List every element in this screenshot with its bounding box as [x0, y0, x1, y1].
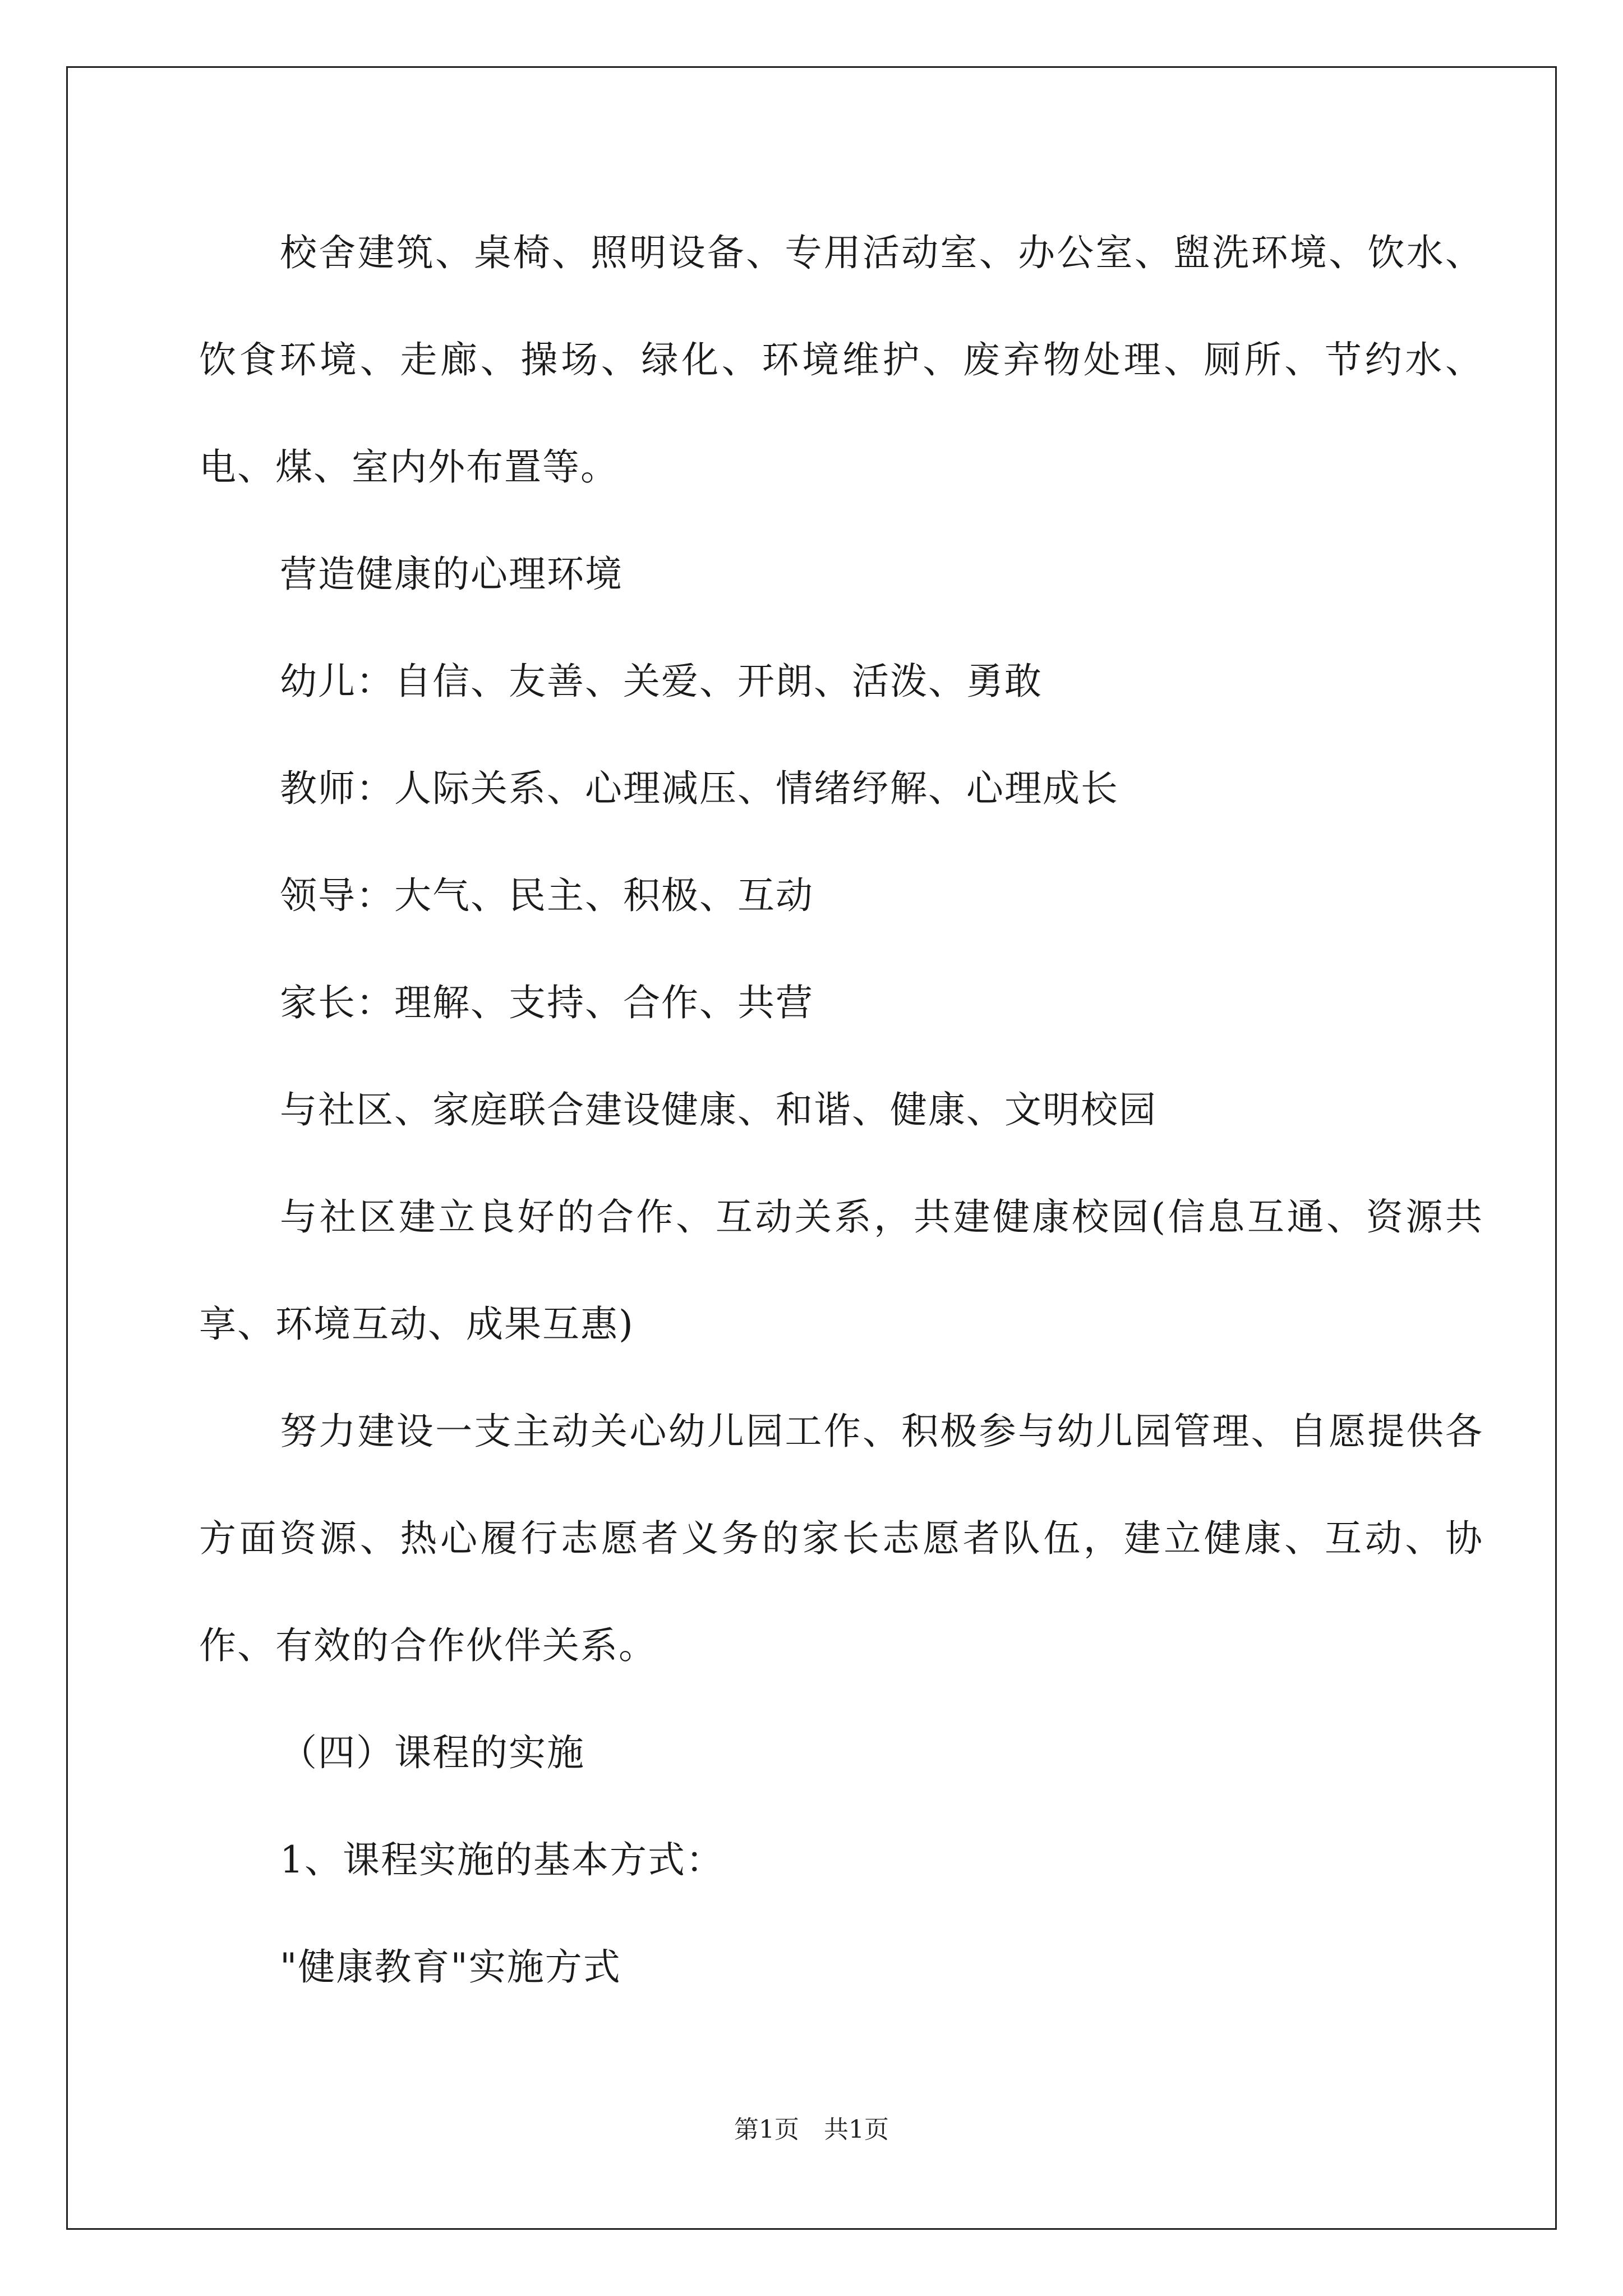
paragraph-teachers: 教师：人际关系、心理减压、情绪纾解、心理成长 — [280, 767, 1119, 810]
heading-health-education-methods: "健康教育"实施方式 — [280, 1945, 621, 1989]
heading-basic-methods: 1、课程实施的基本方式： — [280, 1838, 724, 1881]
document-body — [199, 199, 1483, 2021]
paragraph-community-cooperation: 与社区建立良好的合作、互动关系，共建健康校园(信息互通、资源共享、环境互动、成果互惠) — [199, 1195, 1483, 1346]
paragraph-leaders: 领导：大气、民主、积极、互动 — [280, 874, 814, 917]
paragraph-children: 幼儿：自信、友善、关爱、开朗、活泼、勇敢 — [280, 660, 1043, 703]
paragraph-facilities: 校舍建筑、桌椅、照明设备、专用活动室、办公室、盥洗环境、饮水、饮食环境、走廊、操场、绿化、环境维护、废弃物处理、厕所、节约水、电、煤、室内外布置等。 — [199, 231, 1483, 489]
paragraph-community-family: 与社区、家庭联合建设健康、和谐、健康、文明校园 — [280, 1088, 1157, 1131]
paragraph-psych-environment: 营造健康的心理环境 — [280, 553, 623, 596]
heading-curriculum-implementation: （四）课程的实施 — [280, 1731, 585, 1774]
paragraph-parents: 家长：理解、支持、合作、共营 — [280, 981, 814, 1024]
page-number-footer: 第1页 共1页 — [734, 2115, 889, 2144]
paragraph-volunteers: 努力建设一支主动关心幼儿园工作、积极参与幼儿园管理、自愿提供各方面资源、热心履行志愿者义务的家长志愿者队伍，建立健康、互动、协作、有效的合作伙伴关系。 — [199, 1410, 1483, 1667]
